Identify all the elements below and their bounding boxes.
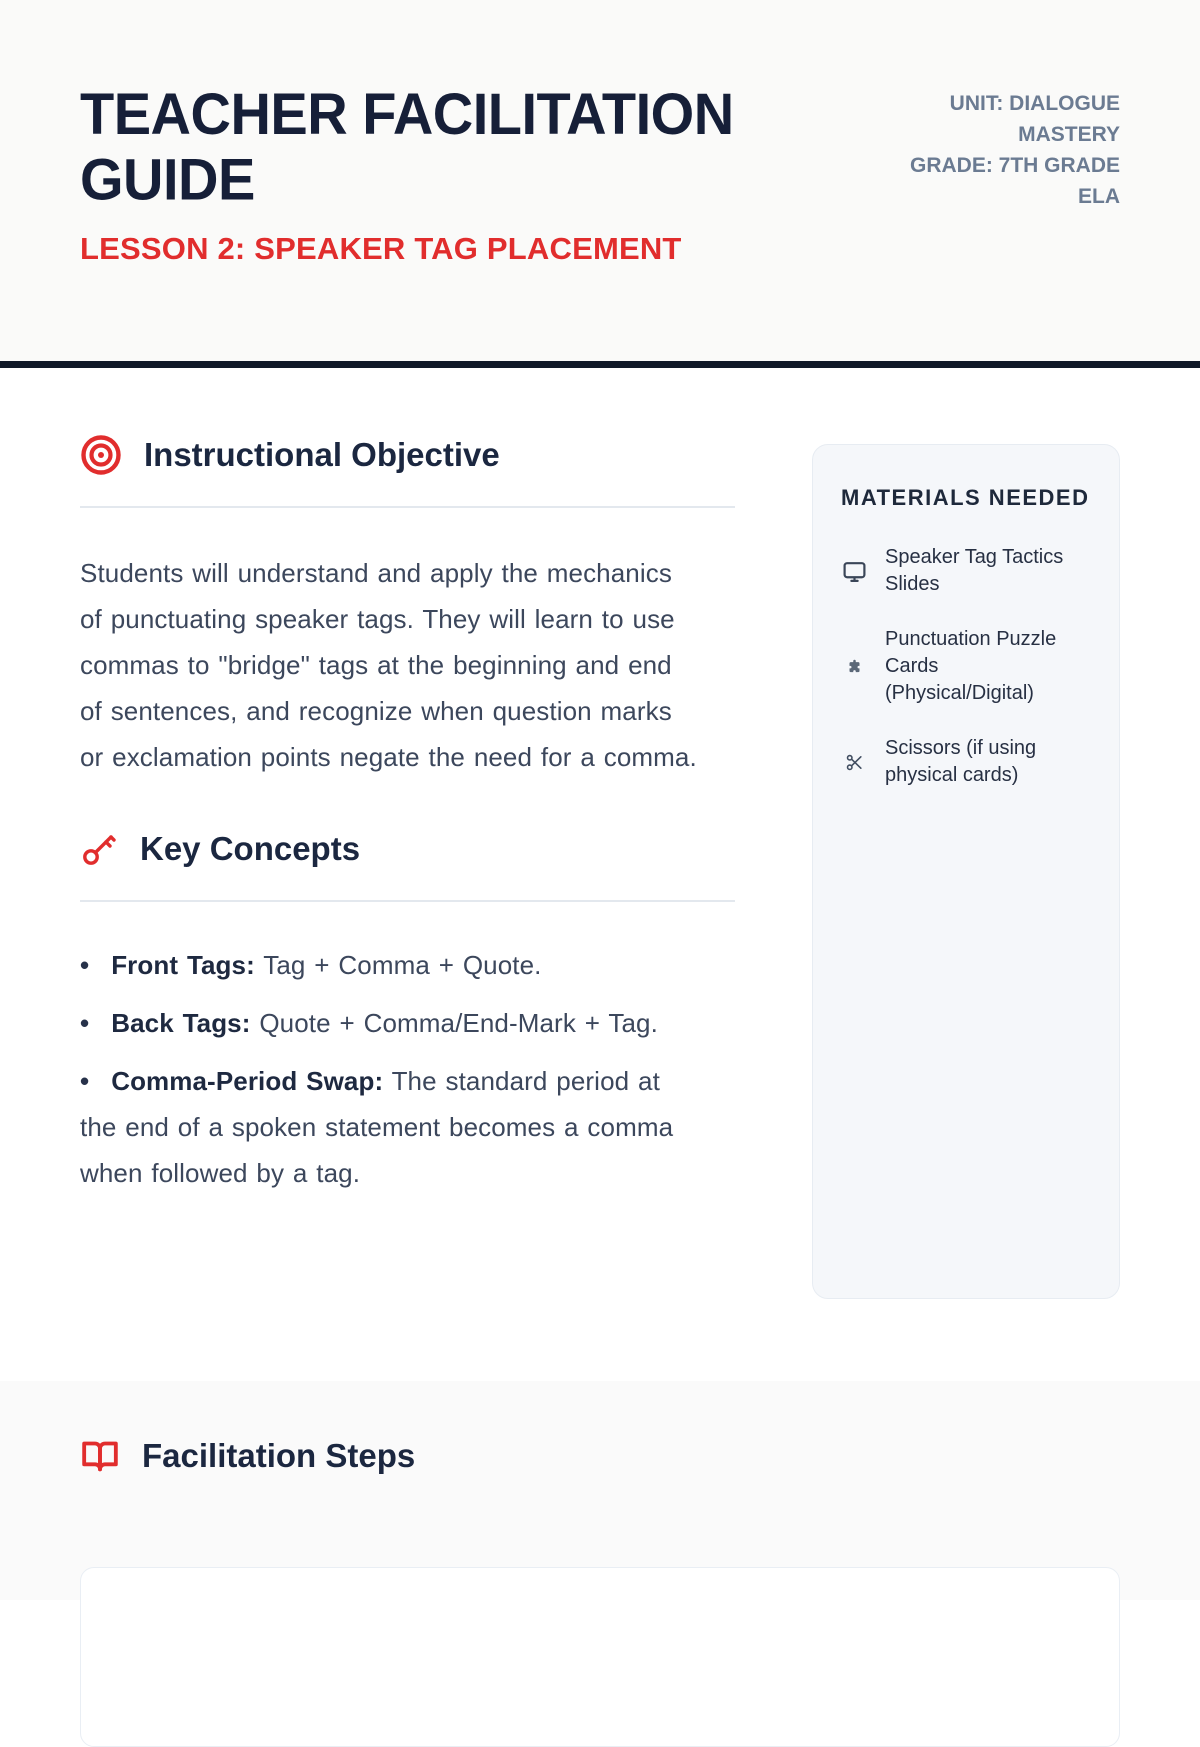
list-item [841, 626, 1091, 707]
concept-label: Back Tags: [111, 1008, 251, 1039]
lesson-body-column [80, 432, 735, 1196]
facilitation-steps-section [0, 1381, 1200, 1600]
materials-title: MATERIALS NEEDED [841, 485, 1090, 510]
monitor-icon [841, 559, 867, 584]
material-text: Scissors (if using physical cards) [885, 737, 1037, 786]
list-item [80, 1058, 702, 1196]
bullet-icon: • [80, 1066, 90, 1097]
unit-grade-meta [875, 82, 1120, 212]
main-content [0, 368, 1200, 1381]
list-item [80, 1000, 702, 1046]
puzzle-icon [841, 659, 867, 674]
material-text: Speaker Tag Tactics Slides [885, 546, 1064, 595]
list-item [841, 544, 1091, 598]
facilitation-steps-heading [80, 1433, 1120, 1479]
key-icon [80, 830, 118, 868]
book-open-icon [80, 1436, 120, 1476]
page-title: TEACHER FACILITATION GUIDE [80, 80, 734, 212]
concept-label: Front Tags: [111, 950, 255, 981]
materials-needed-card [812, 444, 1120, 1299]
objective-heading [80, 432, 735, 478]
bullet-icon: • [80, 950, 90, 981]
header-divider-bar [0, 361, 1200, 368]
objective-paragraph: Students will understand and apply the mechanics of punctuating speaker tags. They will learn to use commas to "bridge" tags at the beginning and end of sentences, and recognize when question marks or exclamation points negate the need for a comma. [80, 558, 697, 773]
concept-text: Quote + Comma/End-Mark + Tag. [259, 1008, 658, 1039]
unit-meta-line: UNIT: DIALOGUE MASTERY [949, 92, 1120, 147]
material-text: Punctuation Puzzle Cards (Physical/Digital) [885, 628, 1057, 704]
objective-heading-label: Instructional Objective [144, 436, 500, 473]
list-item [80, 942, 702, 988]
section-rule [80, 900, 735, 902]
target-icon [80, 434, 122, 476]
document-header [0, 0, 1200, 361]
section-rule [80, 506, 735, 508]
concept-text: The standard period at the end of a spoken statement becomes a comma when followed by a tag. [80, 1066, 674, 1189]
key-concepts-heading-label: Key Concepts [140, 830, 361, 868]
facilitation-heading-label: Facilitation Steps [142, 1437, 416, 1474]
title-block [80, 82, 840, 267]
grade-meta-line: GRADE: 7TH GRADE ELA [909, 154, 1120, 209]
facilitation-steps-card [80, 1567, 1120, 1747]
list-item [841, 735, 1091, 789]
concept-label: Comma-Period Swap: [111, 1066, 384, 1097]
key-concepts-list [80, 942, 702, 1196]
key-concepts-heading [80, 826, 735, 872]
concept-text: Tag + Comma + Quote. [263, 950, 542, 981]
lesson-subtitle: LESSON 2: SPEAKER TAG PLACEMENT [80, 231, 682, 267]
scissors-icon [841, 753, 867, 772]
bullet-icon: • [80, 1008, 90, 1039]
